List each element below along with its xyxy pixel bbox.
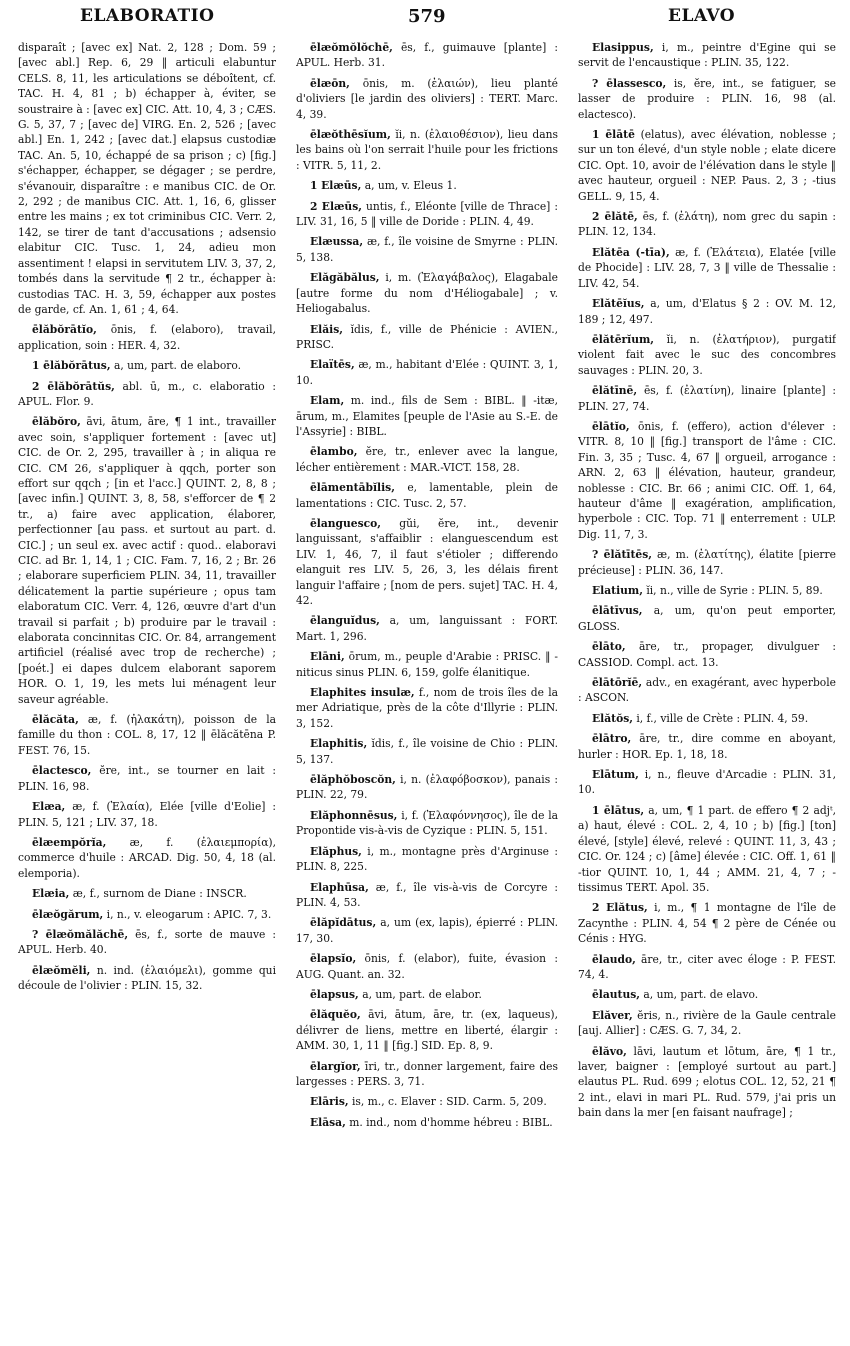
entry-definition: ĭi, n. (ἐλατήριον), purgatif violent fait avec le suc des concombres sauvages : PLIN. 20, 3.	[578, 332, 836, 377]
entry-headword: Elæa,	[32, 800, 66, 814]
entry-definition: ĭdis, f., ville de Phénicie : AVIEN., PRISC.	[296, 322, 558, 351]
dictionary-entry	[296, 736, 558, 767]
dictionary-entry	[296, 444, 558, 475]
dictionary-entry	[578, 900, 836, 946]
dictionary-entry	[296, 516, 558, 608]
entry-headword: ēlăvo,	[592, 1044, 627, 1058]
entry-headword: Elāni,	[310, 650, 345, 664]
dictionary-entry	[578, 127, 836, 204]
entry-headword: Elaïtēs,	[310, 358, 355, 372]
dictionary-entry	[578, 332, 836, 378]
entry-definition: ōnis, f. (elabor), fuite, évasion : AUG. Quant. an. 32.	[296, 952, 558, 981]
dictionary-entry	[296, 951, 558, 982]
entry-definition: e, lamentable, plein de lamentations : CIC. Tusc. 2, 57.	[296, 481, 558, 510]
entry-headword: 2 ēlătē,	[592, 210, 638, 224]
dictionary-entry	[578, 383, 836, 414]
entry-definition: m. ind., fils de Sem : BIBL. ‖ -itæ, ārum, m., Elamites [peuple de l'Asie au S.-E. de l'Assyrie] : BIBL.	[296, 394, 558, 438]
entry-definition: i, m., montagne près d'Arginuse : PLIN. 8, 225.	[296, 844, 558, 874]
entry-definition: f., nom de trois îles de la mer Adriatique, près de la côte d'Illyrie : PLIN. 3, 152.	[296, 686, 558, 730]
entry-definition: ĭi, n. (ἐλαιοθέσιον), lieu dans les bains où l'on serrait l'huile pour les frictions : VITR. 5, 11, 2.	[296, 128, 558, 172]
entry-definition: æ, f. (Ἐλαία), Elée [ville d'Eolie] : PLIN. 5, 121 ; LIV. 37, 18.	[18, 800, 276, 829]
entry-definition: abl. ū, m., c. elaboratio : APUL. Flor. 9.	[18, 379, 276, 408]
entry-headword: ēlăquĕo,	[310, 1008, 361, 1022]
entry-headword: ēlanguĭdus,	[310, 614, 380, 628]
entry-headword: Elăis,	[310, 322, 343, 336]
entry-headword: ēlactesco,	[32, 764, 92, 778]
dictionary-entry	[18, 358, 276, 373]
dictionary-entry	[18, 379, 276, 410]
dictionary-entry	[296, 270, 558, 316]
running-head-right: ELAVO	[668, 6, 736, 26]
entry-headword: Elāris,	[310, 1095, 349, 1109]
entry-headword: ēlăcăta,	[32, 713, 79, 727]
entry-headword: Elam,	[310, 394, 345, 408]
entry-headword: ēlātīvus,	[592, 604, 643, 618]
entry-headword: Elăphus,	[310, 844, 362, 858]
dictionary-entry	[296, 1094, 558, 1109]
dictionary-entry	[578, 245, 836, 291]
entry-definition: āvi, ātum, āre, tr. (ex, laqueus), délivrer de liens, mettre en liberté, élargir : AMM. 30, 1, 11 ‖ [fig.] SID. Ep. 8, 9.	[296, 1008, 558, 1053]
dictionary-entry	[578, 603, 836, 634]
entry-headword: ēlātro,	[592, 732, 632, 746]
entry-headword: Elæia,	[32, 887, 70, 901]
entry-headword: ēlæempŏrĭa,	[32, 835, 107, 849]
dictionary-entry	[18, 886, 276, 901]
entry-headword: ēlæŏthēsĭum,	[310, 128, 391, 142]
dictionary-entry	[296, 685, 558, 731]
dictionary-entry	[296, 772, 558, 803]
entry-definition: æ, m., habitant d'Elée : QUINT. 3, 1, 10.	[296, 358, 558, 387]
entry-headword: Elăver,	[592, 1008, 633, 1022]
entry-definition: a, um, v. Eleus 1.	[364, 179, 457, 193]
page-header	[0, 0, 850, 30]
entry-headword: Elătēa (-tīa),	[592, 245, 670, 259]
dictionary-entry	[578, 711, 836, 726]
entry-definition: i, n., v. eleogarum : APIC. 7, 3.	[106, 907, 272, 921]
dictionary-entry	[578, 767, 836, 798]
entry-headword: 1 ēlăbŏrātus,	[32, 359, 111, 373]
dictionary-entry	[18, 799, 276, 830]
dictionary-entry	[296, 76, 558, 122]
entry-headword: ēlāmentābĭlis,	[310, 481, 395, 495]
dictionary-entry	[18, 322, 276, 353]
dictionary-entry	[296, 480, 558, 511]
dictionary-entry	[296, 1007, 558, 1053]
dictionary-entry	[578, 209, 836, 240]
entry-headword: ēlaudo,	[592, 952, 636, 966]
dictionary-entry	[296, 613, 558, 644]
dictionary-entry	[296, 40, 558, 71]
entry-headword: ? ēlătītēs,	[592, 548, 652, 562]
dictionary-entry	[578, 419, 836, 542]
entry-headword: 1 ēlātē	[592, 128, 635, 142]
entry-headword: ēlambo,	[310, 445, 358, 459]
entry-definition: i, f. (Ἐλαφόννησος), île de la Propontide vis-à-vis de Cyzique : PLIN. 5, 151.	[296, 808, 558, 838]
dictionary-entry	[18, 763, 276, 794]
entry-headword: ēlăphŏboscŏn,	[310, 773, 396, 787]
entry-definition: æ, f., île voisine de Smyrne : PLIN. 5, 138.	[296, 235, 558, 264]
entry-definition: æ, f., surnom de Diane : INSCR.	[72, 887, 247, 901]
entry-definition: īri, tr., donner largement, faire des largesses : PERS. 3, 71.	[296, 1059, 558, 1088]
entry-headword: Elāsa,	[310, 1115, 346, 1129]
dictionary-entry	[578, 675, 836, 706]
entry-definition: æ, f. (ἐλαιεμπορία), commerce d'huile : ARCAD. Dig. 50, 4, 18 (al. elemporia).	[18, 835, 276, 880]
entry-headword: Elătŏs,	[592, 711, 633, 725]
dictionary-entry	[578, 803, 836, 895]
dictionary-entry	[578, 40, 836, 71]
entry-definition: āre, tr., dire comme en aboyant, hurler : HOR. Ep. 1, 18, 18.	[578, 732, 836, 761]
entry-headword: ēlanguesco,	[310, 516, 381, 530]
entry-headword: 2 Elæūs,	[310, 199, 362, 213]
entry-headword: 1 Elæūs,	[310, 179, 362, 193]
dictionary-entry	[296, 178, 558, 193]
entry-headword: Elaphūsa,	[310, 880, 369, 894]
dictionary-entry	[296, 649, 558, 680]
column-left	[18, 40, 276, 1340]
entry-definition: æ, m. (ἐλατίτης), élatite [pierre précieuse] : PLIN. 36, 147.	[578, 548, 836, 577]
dictionary-entry	[296, 393, 558, 439]
entry-definition: i, m., ¶ 1 montagne de l'île de Zacynthe : PLIN. 4, 54 ¶ 2 père de Cénée ou Cénis : HYG.	[578, 901, 836, 946]
entry-definition: disparaît ; [avec ex] Nat. 2, 128 ; Dom. 59 ; [avec abl.] Rep. 6, 29 ‖ articuli elabuntur CELS. 8, 11, les articulations se déboîtent, cf. TAC. H. 4, 81 ; b) échapper à, éviter, se soustraire à : [avec ex] CIC. Att. 10, 4, 3 ; CÆS. G. 5, 37, 7 ; [avec de] VIRG. En. 2, 526 ; [avec abl.] En. 1, 242 ; [avec dat.] elapsus custodiæ TAC. An. 5, 10, échappé de sa prison ; c) [fig.] s'échapper, échapper, se dégager ; se perdre, s'évanouir, disparaître : e manibus CIC. de Or. 2, 292 ; de manibus CIC. Att. 1, 16, 6, glisser entre les mains ; ex tot criminibus CIC. Verr. 2, 142, se tirer de tant d'accusations ; adsensio elabitur CIC. Tusc. 1, 24, adieu mon assentiment ! elapsi in servitutem LIV. 3, 37, 2, tombés dans la servitude ¶ 2 tr., échapper à: custodias TAC. H. 3, 59, échapper aux postes de garde, cf. An. 1, 61 ; 4, 64.	[18, 41, 276, 316]
entry-headword: Elaphitis,	[310, 737, 368, 751]
entry-headword: ēlătērĭum,	[592, 332, 655, 346]
entry-headword: ēlātōrĭē,	[592, 676, 643, 690]
entry-definition: is, m., c. Elaver : SID. Carm. 5, 209.	[351, 1095, 547, 1109]
entry-definition: (elatus), avec élévation, noblesse ; sur un ton élevé, d'un style noble ; elate dicere CIC. Opt. 10, avoir de l'élévation dans le style ‖ avec hauteur, orgueil : NEP. Paus. 2, 3 ; -tius GELL. 9, 15, 4.	[578, 128, 836, 203]
dictionary-entry	[578, 296, 836, 327]
dictionary-entry	[296, 322, 558, 353]
page-number: 579	[408, 6, 446, 27]
column-right	[578, 40, 836, 1340]
dictionary-entry	[18, 963, 276, 994]
dictionary-entry	[18, 712, 276, 758]
entry-headword: ēlæŏgărum,	[32, 907, 104, 921]
entry-definition: æ, f. (ἠλακάτη), poisson de la famille du thon : COL. 8, 17, 12 ‖ ēlăcătēna P. FEST. 76, 15.	[18, 713, 276, 757]
entry-headword: ? ēlassesco,	[592, 76, 667, 90]
entry-headword: ēlapsus,	[310, 987, 359, 1001]
entry-definition: ĕris, n., rivière de la Gaule centrale [auj. Allier] : CÆS. G. 7, 34, 2.	[578, 1008, 836, 1038]
entry-definition: āvi, ātum, āre, ¶ 1 int., travailler avec soin, s'appliquer fortement : [avec ut] CIC. de Or. 2, 295, travailler à ; in aliqua re CIC. CM 26, s'appliquer à qqch, porter son effort sur qqch ; [in et l'acc.] QUINT. 2, 8, 8 ; [avec infin.] QUINT. 3, 8, 58, s'efforcer de ¶ 2 tr., a) faire avec application, élaborer, perfectionner [au pass. et surtout au part. d. CIC.] ; un seul ex. avec actif : quod.. elaboravi CIC. ad Br. 1, 14, 1 ; CIC. Fam. 7, 16, 2 ; Br. 26 ; elaborare superficiem PLIN. 34, 11, travailler délicatement la partie supérieure ; opus tam elaboratum CIC. Verr. 4, 126, œuvre d'art d'un travail si parfait ; b) produire par le travail : elaborata concinnitas CIC. Or. 84, arrangement artificiel (réalisé avec trop de recherche) ; [poét.] ei dapes dulcem elaborant saporem HOR. O. 1, 19, les mets lui ménagent leur saveur agréable.	[18, 415, 276, 706]
entry-definition: i, f., ville de Crète : PLIN. 4, 59.	[636, 711, 809, 725]
entry-definition: a, um, languissant : FORT. Mart. 1, 296.	[296, 614, 558, 643]
entry-definition: a, um, part. de elaboro.	[113, 359, 242, 373]
entry-definition: ĭi, n., ville de Syrie : PLIN. 5, 89.	[646, 584, 823, 597]
entry-definition: ōnis, m. (ἐλαιών), lieu planté d'oliviers [le jardin des oliviers] : TERT. Marc. 4, 39.	[296, 76, 558, 121]
entry-headword: ēlătīnē,	[592, 384, 638, 398]
column-middle	[296, 40, 558, 1340]
dictionary-entry	[296, 1115, 558, 1130]
dictionary-entry	[296, 127, 558, 173]
entry-definition: ĕre, int., se tourner en lait : PLIN. 16, 98.	[18, 764, 276, 793]
entry-headword: ēlapsĭo,	[310, 952, 357, 966]
entry-headword: ēlātĭo,	[592, 419, 630, 433]
entry-definition: ēs, f. (ἐλάτη), nom grec du sapin : PLIN. 12, 134.	[578, 210, 836, 239]
entry-headword: 1 ēlātus,	[592, 803, 645, 817]
entry-definition: æ, f., île vis-à-vis de Corcyre : PLIN. 4, 53.	[296, 880, 558, 909]
entry-definition: a, um, qu'on peut emporter, GLOSS.	[578, 604, 836, 633]
dictionary-entry	[578, 639, 836, 670]
entry-definition: i, m., peintre d'Egine qui se servit de l'encaustique : PLIN. 35, 122.	[578, 41, 836, 70]
dictionary-entry	[18, 835, 276, 881]
entry-headword: ēlæōn,	[310, 76, 350, 90]
dictionary-entry	[578, 952, 836, 983]
dictionary-entry	[296, 915, 558, 946]
dictionary-entry	[296, 844, 558, 875]
dictionary-entry	[578, 583, 836, 598]
entry-definition: untis, f., Eléonte [ville de Thrace] : LIV. 31, 16, 5 ‖ ville de Doride : PLIN. 4, 49.	[296, 199, 558, 229]
entry-headword: ēlăpĭdātus,	[310, 916, 377, 930]
entry-definition: ōnis, f. (effero), action d'élever : VITR. 8, 10 ‖ [fig.] transport de l'âme : CIC. Fin. 3, 35 ; Tusc. 4, 67 ‖ orgueil, arrogance : ARN. 2, 63 ‖ élévation, hauteur, grandeur, noblesse : CIC. Br. 66 ; animi CIC. Off. 1, 64, hauteur d'âme ‖ exagération, amplification, hyperbole : CIC. Top. 71 ‖ enterrement : ULP. Dig. 11, 7, 3.	[578, 419, 836, 541]
entry-definition: a, um, ¶ 1 part. de effero ¶ 2 adjᵗ, a) haut, élevé : COL. 2, 4, 10 ; b) [fig.] [ton] élevé, [style] élevé, relevé : QUINT. 11, 3, 43 ; CIC. Or. 124 ; c) [âme] élevée : CIC. Off. 1, 61 ‖ -tior QUINT. 10, 1, 44 ; AMM. 21, 4, 7 ; -tissimus TERT. Apol. 35.	[578, 803, 836, 894]
entry-definition: i, n., fleuve d'Arcadie : PLIN. 31, 10.	[578, 768, 836, 797]
entry-headword: Elăgăbălus,	[310, 271, 380, 285]
entry-headword: ēlāto,	[592, 640, 626, 654]
entry-headword: ēlăbŏrātĭo,	[32, 323, 97, 337]
dictionary-entry	[296, 987, 558, 1002]
entry-definition: n. ind. (ἐλαιόμελι), gomme qui découle de l'olivier : PLIN. 15, 32.	[18, 963, 276, 993]
entry-definition: m. ind., nom d'homme hébreu : BIBL.	[349, 1115, 553, 1129]
entry-headword: Elăphonnēsus,	[310, 808, 398, 822]
entry-definition: i, m. (Ἐλαγάβαλος), Elagabale [autre forme du nom d'Héliogabale] ; v. Heliogabalus.	[296, 271, 558, 316]
dictionary-entry	[18, 907, 276, 922]
entry-headword: Elaphites insulæ,	[310, 686, 415, 700]
entry-headword: ēlargĭor,	[310, 1059, 361, 1073]
entry-headword: Elasippus,	[592, 41, 654, 54]
dictionary-entry	[18, 927, 276, 958]
entry-headword: Elătēĭus,	[592, 297, 645, 311]
entry-definition: a, um (ex, lapis), épierré : PLIN. 17, 30.	[296, 916, 558, 945]
dictionary-entry	[18, 414, 276, 707]
entry-definition: i, n. (ἐλαφόβοσκον), panais : PLIN. 22, 79.	[296, 773, 558, 802]
entry-definition: ēs, f. (ἐλατίνη), linaire [plante] : PLIN. 27, 74.	[578, 384, 836, 413]
dictionary-entry	[578, 76, 836, 122]
entry-headword: ēlæŏmĕli,	[32, 963, 91, 977]
entry-headword: ēlautus,	[592, 988, 640, 1002]
entry-definition: lāvi, lautum et lōtum, āre, ¶ 1 tr., laver, baigner : [employé surtout au part.] elautus PL. Rud. 699 ; elotus COL. 12, 52, 21 ¶ 2 int., elavi in mari PL. Rud. 579, j'ai pris un bain dans la mer [en faisant naufrage] ;	[578, 1044, 836, 1120]
entry-definition: ēs, f., sorte de mauve : APUL. Herb. 40.	[18, 927, 276, 957]
dictionary-entry	[578, 987, 836, 1002]
dictionary-entry	[296, 199, 558, 230]
dictionary-entry	[296, 880, 558, 911]
dictionary-entry	[296, 357, 558, 388]
entry-headword: Elātum,	[592, 768, 639, 782]
entry-headword: Elatium,	[592, 584, 643, 597]
entry-definition: ēs, f., guimauve [plante] : APUL. Herb. 31.	[296, 41, 558, 70]
entry-definition: ōnis, f. (elaboro), travail, application, soin : HER. 4, 32.	[18, 323, 276, 352]
entry-headword: 2 Elătus,	[592, 901, 648, 915]
running-head-left: ELABORATIO	[80, 6, 215, 26]
entry-definition: adv., en exagérant, avec hyperbole : ASCON.	[578, 676, 836, 705]
entry-definition: æ, f. (Ἐλάτεια), Elatée [ville de Phocide] : LIV. 28, 7, 3 ‖ ville de Thessalie : LIV. 42, 54.	[578, 245, 836, 290]
entry-definition: a, um, part. de elavo.	[643, 988, 759, 1002]
entry-definition: ĕre, tr., enlever avec la langue, lécher entièrement : MAR.-VICT. 158, 28.	[296, 445, 558, 474]
dictionary-entry	[296, 808, 558, 839]
entry-headword: ēlæŏmŏlŏchē,	[310, 41, 393, 54]
entry-headword: ēlăbŏro,	[32, 415, 81, 429]
dictionary-entry	[578, 1044, 836, 1121]
entry-definition: a, um, d'Elatus § 2 : OV. M. 12, 189 ; 12, 497.	[578, 297, 836, 326]
dictionary-entry	[18, 40, 276, 317]
entry-headword: 2 ēlăbŏrātŭs,	[32, 379, 115, 393]
entry-definition: āre, tr., citer avec éloge : P. FEST. 74, 4.	[578, 952, 836, 981]
entry-headword: ? ēlæŏmălăchē,	[32, 927, 129, 941]
entry-definition: gŭi, ĕre, int., devenir languissant, s'affaiblir : elanguescendum est LIV. 1, 46, 7, il faut s'étioler ; differendo elanguit res LIV. 5, 26, 3, les délais firent languir l'affaire ; [nom de pers. sujet] TAC. H. 4, 42.	[296, 516, 558, 607]
dictionary-entry	[578, 1008, 836, 1039]
entry-definition: āre, tr., propager, divulguer : CASSIOD. Compl. act. 13.	[578, 640, 836, 669]
dictionary-entry	[578, 547, 836, 578]
entry-definition: a, um, part. de elabor.	[362, 987, 482, 1001]
entry-headword: Elæussa,	[310, 235, 364, 249]
entry-definition: is, ĕre, int., se fatiguer, se lasser de produire : PLIN. 16, 98 (al. elactesco).	[578, 76, 836, 121]
dictionary-entry	[578, 731, 836, 762]
dictionary-entry	[296, 1059, 558, 1090]
dictionary-entry	[296, 234, 558, 265]
entry-definition: ĭdis, f., île voisine de Chio : PLIN. 5, 137.	[296, 737, 558, 766]
entry-definition: ōrum, m., peuple d'Arabie : PRISC. ‖ -niticus sinus PLIN. 6, 159, golfe élanitique.	[296, 650, 558, 679]
